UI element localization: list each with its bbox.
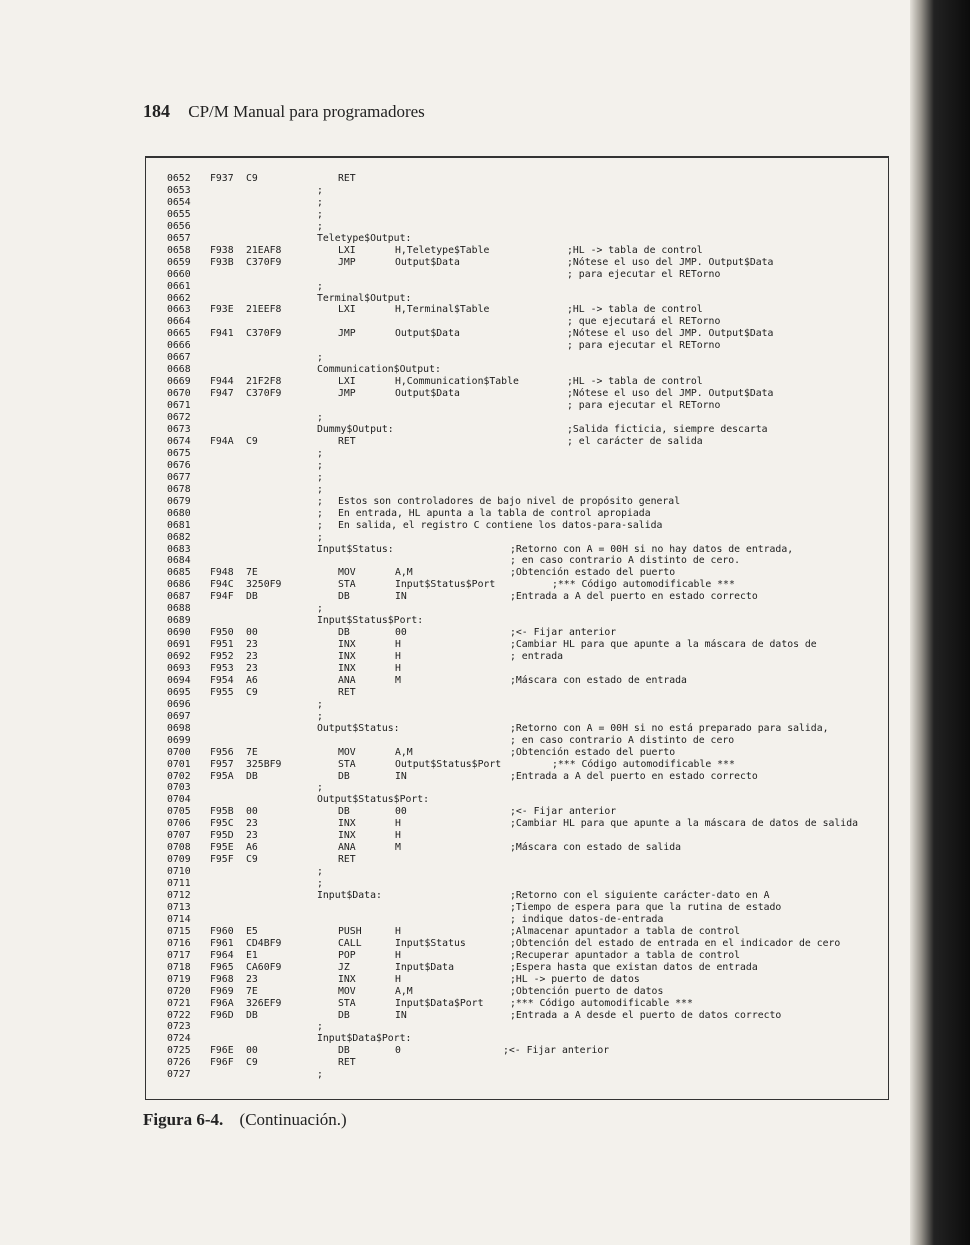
operand: 0 — [395, 1045, 401, 1057]
label: ; — [317, 412, 323, 423]
address: F95D — [210, 830, 234, 842]
opcode: MOV — [338, 746, 356, 758]
operand: Output$Data — [395, 388, 460, 400]
line-number: 0657 — [167, 232, 191, 244]
label: ; — [317, 507, 323, 519]
comment: ;Espera hasta que existan datos de entrada — [510, 961, 758, 973]
opcode: RET — [338, 1057, 356, 1069]
object-code: A6 — [246, 674, 258, 686]
opcode: INX — [338, 663, 356, 674]
line-number: 0703 — [167, 782, 191, 794]
comment: ; indique datos-de-entrada — [510, 913, 664, 925]
opcode: INX — [338, 830, 356, 842]
line-number: 0711 — [167, 878, 191, 889]
operand: H — [395, 925, 401, 937]
address: F955 — [210, 686, 234, 698]
scan-shadow — [910, 0, 970, 1245]
opcode: STA — [338, 758, 356, 770]
line-number: 0691 — [167, 639, 191, 650]
operand: 00 — [395, 806, 407, 818]
operand: H,Communication$Table — [395, 376, 519, 388]
comment: ; para ejecutar el RETorno — [567, 400, 721, 411]
comment: ;*** Código automodificable *** — [552, 579, 735, 591]
line-number: 0674 — [167, 435, 191, 447]
label: Output$Status: — [317, 722, 400, 734]
label: Input$Data$Port: — [317, 1033, 412, 1045]
label: ; — [317, 1069, 323, 1081]
line-number: 0690 — [167, 627, 191, 639]
line-number: 0664 — [167, 316, 191, 328]
page-number: 184 — [143, 101, 170, 121]
page-header — [143, 101, 425, 122]
comment: ;Entrada a A del puerto en estado correcto — [510, 770, 758, 782]
comment: ;Salida ficticia, siempre descarta — [567, 423, 768, 435]
line-number: 0654 — [167, 196, 191, 208]
figure-label: Figura 6-4. — [143, 1110, 224, 1129]
comment: ; el carácter de salida — [567, 435, 703, 447]
opcode: DB — [338, 806, 350, 818]
comment: ; en caso contrario A distinto de cero — [510, 734, 735, 746]
label: Communication$Output: — [317, 364, 441, 376]
line-number: 0718 — [167, 961, 191, 973]
address: F964 — [210, 949, 234, 961]
label: ; — [317, 447, 323, 459]
line-number: 0687 — [167, 591, 191, 603]
label: ; — [317, 196, 323, 208]
comment: ;Entrada a A desde el puerto de datos correcto — [510, 1009, 782, 1021]
line-number: 0694 — [167, 674, 191, 686]
line-number: 0707 — [167, 830, 191, 842]
label: ; — [317, 878, 323, 889]
opcode: INX — [338, 973, 356, 985]
opcode: JMP — [338, 256, 356, 268]
comment: ;HL -> tabla de control — [567, 304, 703, 316]
address: F96D — [210, 1009, 234, 1021]
comment: ;<- Fijar anterior — [510, 806, 617, 818]
address: F95A — [210, 770, 234, 782]
operand: M — [395, 842, 401, 854]
comment: ; en caso contrario A distinto de cero. — [510, 555, 741, 567]
address: F941 — [210, 328, 234, 340]
line-number: 0715 — [167, 925, 191, 937]
object-code: 23 — [246, 818, 258, 830]
label: ; — [317, 782, 323, 794]
line-number: 0679 — [167, 495, 191, 507]
line-number: 0660 — [167, 268, 191, 280]
object-code: 23 — [246, 830, 258, 842]
line-number: 0665 — [167, 328, 191, 340]
address: F94F — [210, 591, 234, 603]
object-code: 23 — [246, 663, 258, 674]
comment: ;Recuperar apuntador a tabla de control — [510, 949, 741, 961]
comment: En salida, el registro C contiene los datos-para-salida — [338, 519, 663, 531]
comment: ;Obtención estado del puerto — [510, 567, 676, 579]
opcode: LXI — [338, 376, 356, 388]
operand: 00 — [395, 627, 407, 639]
object-code: 7E — [246, 567, 258, 579]
comment: ;<- Fijar anterior — [503, 1045, 610, 1057]
line-number: 0668 — [167, 364, 191, 376]
comment: ;Obtención estado del puerto — [510, 746, 676, 758]
operand: Input$Data — [395, 961, 454, 973]
object-code: 23 — [246, 973, 258, 985]
label: Dummy$Output: — [317, 423, 394, 435]
comment: ;Nótese el uso del JMP. Output$Data — [567, 328, 774, 340]
operand: Input$Status$Port — [395, 579, 496, 591]
line-number: 0685 — [167, 567, 191, 579]
line-number: 0712 — [167, 890, 191, 901]
label: ; — [317, 483, 323, 495]
object-code: 21EAF8 — [246, 244, 282, 256]
opcode: INX — [338, 818, 356, 830]
line-number: 0705 — [167, 806, 191, 818]
operand: Output$Status$Port — [395, 758, 502, 770]
line-number: 0689 — [167, 615, 191, 627]
opcode: JMP — [338, 388, 356, 400]
line-number: 0671 — [167, 400, 191, 411]
address: F960 — [210, 925, 234, 937]
opcode: MOV — [338, 985, 356, 997]
line-number: 0726 — [167, 1057, 191, 1069]
line-number: 0653 — [167, 184, 191, 196]
line-number: 0716 — [167, 937, 191, 949]
line-number: 0656 — [167, 220, 191, 232]
address: F968 — [210, 973, 234, 985]
opcode: LXI — [338, 244, 356, 256]
label: ; — [317, 184, 323, 196]
comment: ;Nótese el uso del JMP. Output$Data — [567, 388, 774, 400]
line-number: 0652 — [167, 173, 191, 184]
line-number: 0686 — [167, 579, 191, 591]
comment: ;<- Fijar anterior — [510, 627, 617, 639]
operand: M — [395, 674, 401, 686]
address: F954 — [210, 674, 234, 686]
operand: H — [395, 973, 401, 985]
object-code: CD4BF9 — [246, 937, 282, 949]
operand: H,Teletype$Table — [395, 244, 490, 256]
label: ; — [317, 471, 323, 483]
object-code: DB — [246, 1009, 258, 1021]
line-number: 0675 — [167, 447, 191, 459]
opcode: DB — [338, 1045, 350, 1057]
label: ; — [317, 710, 323, 722]
object-code: 21EEF8 — [246, 304, 282, 316]
object-code: A6 — [246, 842, 258, 854]
comment: Estos son controladores de bajo nivel de propósito general — [338, 495, 681, 507]
operand: Input$Status — [395, 937, 466, 949]
address: F965 — [210, 961, 234, 973]
address: F957 — [210, 758, 234, 770]
object-code: 7E — [246, 985, 258, 997]
line-number: 0677 — [167, 471, 191, 483]
opcode: DB — [338, 1009, 350, 1021]
address: F938 — [210, 244, 234, 256]
address: F947 — [210, 388, 234, 400]
line-number: 0695 — [167, 686, 191, 698]
label: ; — [317, 220, 323, 232]
line-number: 0698 — [167, 722, 191, 734]
line-number: 0719 — [167, 973, 191, 985]
object-code: C9 — [246, 1057, 258, 1069]
line-number: 0696 — [167, 698, 191, 710]
object-code: C9 — [246, 854, 258, 866]
opcode: ANA — [338, 842, 356, 854]
line-number: 0704 — [167, 794, 191, 806]
line-number: 0672 — [167, 412, 191, 423]
operand: H — [395, 663, 401, 674]
comment: ;Retorno con el siguiente carácter-dato en A — [510, 890, 770, 901]
line-number: 0658 — [167, 244, 191, 256]
operand: A,M — [395, 567, 413, 579]
opcode: ANA — [338, 674, 356, 686]
opcode: DB — [338, 591, 350, 603]
label: ; — [317, 531, 323, 543]
object-code: C370F9 — [246, 388, 282, 400]
line-number: 0682 — [167, 531, 191, 543]
comment: ;Retorno con A = 00H si no está preparado para salida, — [510, 722, 829, 734]
label: ; — [317, 866, 323, 878]
object-code: E1 — [246, 949, 258, 961]
opcode: DB — [338, 770, 350, 782]
line-number: 0699 — [167, 734, 191, 746]
object-code: 325BF9 — [246, 758, 282, 770]
line-number: 0702 — [167, 770, 191, 782]
opcode: STA — [338, 579, 356, 591]
address: F94A — [210, 435, 234, 447]
opcode: JMP — [338, 328, 356, 340]
line-number: 0723 — [167, 1021, 191, 1033]
comment: ;Retorno con A = 00H si no hay datos de entrada, — [510, 543, 794, 555]
line-number: 0706 — [167, 818, 191, 830]
address: F950 — [210, 627, 234, 639]
label: Input$Data: — [317, 890, 382, 901]
line-number: 0663 — [167, 304, 191, 316]
address: F969 — [210, 985, 234, 997]
line-number: 0655 — [167, 208, 191, 220]
address: F93B — [210, 256, 234, 268]
opcode: RET — [338, 435, 356, 447]
line-number: 0697 — [167, 710, 191, 722]
opcode: JZ — [338, 961, 350, 973]
line-number: 0680 — [167, 507, 191, 519]
line-number: 0683 — [167, 543, 191, 555]
comment: ;Máscara con estado de entrada — [510, 674, 687, 686]
line-number: 0681 — [167, 519, 191, 531]
line-number: 0678 — [167, 483, 191, 495]
label: Teletype$Output: — [317, 232, 412, 244]
comment: ; entrada — [510, 651, 564, 662]
address: F96A — [210, 997, 234, 1009]
line-number: 0684 — [167, 555, 191, 567]
opcode: RET — [338, 173, 356, 184]
label: ; — [317, 519, 323, 531]
line-number: 0722 — [167, 1009, 191, 1021]
opcode: INX — [338, 639, 356, 650]
line-number: 0692 — [167, 651, 191, 662]
label: ; — [317, 352, 323, 364]
comment: ;*** Código automodificable *** — [510, 997, 693, 1009]
line-number: 0727 — [167, 1069, 191, 1081]
object-code: CA60F9 — [246, 961, 282, 973]
object-code: C9 — [246, 173, 258, 184]
line-number: 0673 — [167, 423, 191, 435]
line-number: 0725 — [167, 1045, 191, 1057]
object-code: 00 — [246, 1045, 258, 1057]
line-number: 0714 — [167, 913, 191, 925]
object-code: C9 — [246, 435, 258, 447]
comment: ;Almacenar apuntador a tabla de control — [510, 925, 741, 937]
label: Terminal$Output: — [317, 292, 412, 304]
address: F951 — [210, 639, 234, 650]
opcode: RET — [338, 854, 356, 866]
opcode: RET — [338, 686, 356, 698]
address: F95E — [210, 842, 234, 854]
operand: H — [395, 830, 401, 842]
opcode: PUSH — [338, 925, 362, 937]
figure-caption-text: (Continuación.) — [239, 1110, 347, 1129]
object-code: C370F9 — [246, 256, 282, 268]
operand: H — [395, 818, 401, 830]
label: ; — [317, 698, 323, 710]
object-code: E5 — [246, 925, 258, 937]
label: ; — [317, 603, 323, 615]
address: F944 — [210, 376, 234, 388]
address: F93E — [210, 304, 234, 316]
operand: IN — [395, 591, 407, 603]
comment: ;Entrada a A del puerto en estado correcto — [510, 591, 758, 603]
address: F937 — [210, 173, 234, 184]
opcode: DB — [338, 627, 350, 639]
line-number: 0670 — [167, 388, 191, 400]
operand: H — [395, 639, 401, 650]
address: F95C — [210, 818, 234, 830]
opcode: LXI — [338, 304, 356, 316]
operand: IN — [395, 770, 407, 782]
comment: ;HL -> puerto de datos — [510, 973, 640, 985]
operand: A,M — [395, 746, 413, 758]
opcode: MOV — [338, 567, 356, 579]
operand: IN — [395, 1009, 407, 1021]
comment: ;Obtención del estado de entrada en el indicador de cero — [510, 937, 841, 949]
label: ; — [317, 459, 323, 471]
line-number: 0713 — [167, 901, 191, 913]
comment: ;Cambiar HL para que apunte a la máscara de datos de salida — [510, 818, 858, 830]
running-title: CP/M Manual para programadores — [188, 102, 425, 121]
operand: H — [395, 949, 401, 961]
address: F961 — [210, 937, 234, 949]
address: F94C — [210, 579, 234, 591]
address: F95F — [210, 854, 234, 866]
comment: ;Nótese el uso del JMP. Output$Data — [567, 256, 774, 268]
line-number: 0662 — [167, 292, 191, 304]
address: F952 — [210, 651, 234, 662]
label: ; — [317, 208, 323, 220]
operand: H,Terminal$Table — [395, 304, 490, 316]
label: ; — [317, 1021, 323, 1033]
address: F948 — [210, 567, 234, 579]
comment: ;HL -> tabla de control — [567, 244, 703, 256]
object-code: C370F9 — [246, 328, 282, 340]
label: ; — [317, 280, 323, 292]
figure-caption — [143, 1110, 347, 1130]
line-number: 0661 — [167, 280, 191, 292]
operand: Input$Data$Port — [395, 997, 484, 1009]
address: F96E — [210, 1045, 234, 1057]
comment: ; para ejecutar el RETorno — [567, 268, 721, 280]
comment: ;Obtención puerto de datos — [510, 985, 664, 997]
label: Output$Status$Port: — [317, 794, 430, 806]
line-number: 0709 — [167, 854, 191, 866]
address: F96F — [210, 1057, 234, 1069]
comment: ;*** Código automodificable *** — [552, 758, 735, 770]
object-code: 326EF9 — [246, 997, 282, 1009]
line-number: 0693 — [167, 663, 191, 674]
label: Input$Status$Port: — [317, 615, 424, 627]
line-number: 0700 — [167, 746, 191, 758]
comment: ;Máscara con estado de salida — [510, 842, 682, 854]
line-number: 0688 — [167, 603, 191, 615]
object-code: DB — [246, 770, 258, 782]
opcode: CALL — [338, 937, 362, 949]
address: F953 — [210, 663, 234, 674]
operand: Output$Data — [395, 256, 460, 268]
opcode: STA — [338, 997, 356, 1009]
line-number: 0667 — [167, 352, 191, 364]
line-number: 0724 — [167, 1033, 191, 1045]
line-number: 0721 — [167, 997, 191, 1009]
label: ; — [317, 495, 323, 507]
operand: Output$Data — [395, 328, 460, 340]
line-number: 0666 — [167, 340, 191, 352]
object-code: 3250F9 — [246, 579, 282, 591]
opcode: INX — [338, 651, 356, 662]
comment: ;HL -> tabla de control — [567, 376, 703, 388]
object-code: DB — [246, 591, 258, 603]
line-number: 0676 — [167, 459, 191, 471]
object-code: 21F2F8 — [246, 376, 282, 388]
comment: ;Tiempo de espera para que la rutina de estado — [510, 901, 782, 913]
line-number: 0659 — [167, 256, 191, 268]
line-number: 0701 — [167, 758, 191, 770]
line-number: 0710 — [167, 866, 191, 878]
comment: ; que ejecutará el RETorno — [567, 316, 721, 328]
comment: ;Cambiar HL para que apunte a la máscara de datos de — [510, 639, 817, 650]
object-code: 23 — [246, 651, 258, 662]
operand: H — [395, 651, 401, 662]
line-number: 0708 — [167, 842, 191, 854]
object-code: 23 — [246, 639, 258, 650]
label: Input$Status: — [317, 543, 394, 555]
line-number: 0669 — [167, 376, 191, 388]
object-code: C9 — [246, 686, 258, 698]
object-code: 00 — [246, 806, 258, 818]
opcode: POP — [338, 949, 356, 961]
line-number: 0717 — [167, 949, 191, 961]
operand: A,M — [395, 985, 413, 997]
line-number: 0720 — [167, 985, 191, 997]
comment: En entrada, HL apunta a la tabla de control apropiada — [338, 507, 651, 519]
address: F95B — [210, 806, 234, 818]
object-code: 7E — [246, 746, 258, 758]
comment: ; para ejecutar el RETorno — [567, 340, 721, 352]
object-code: 00 — [246, 627, 258, 639]
address: F956 — [210, 746, 234, 758]
